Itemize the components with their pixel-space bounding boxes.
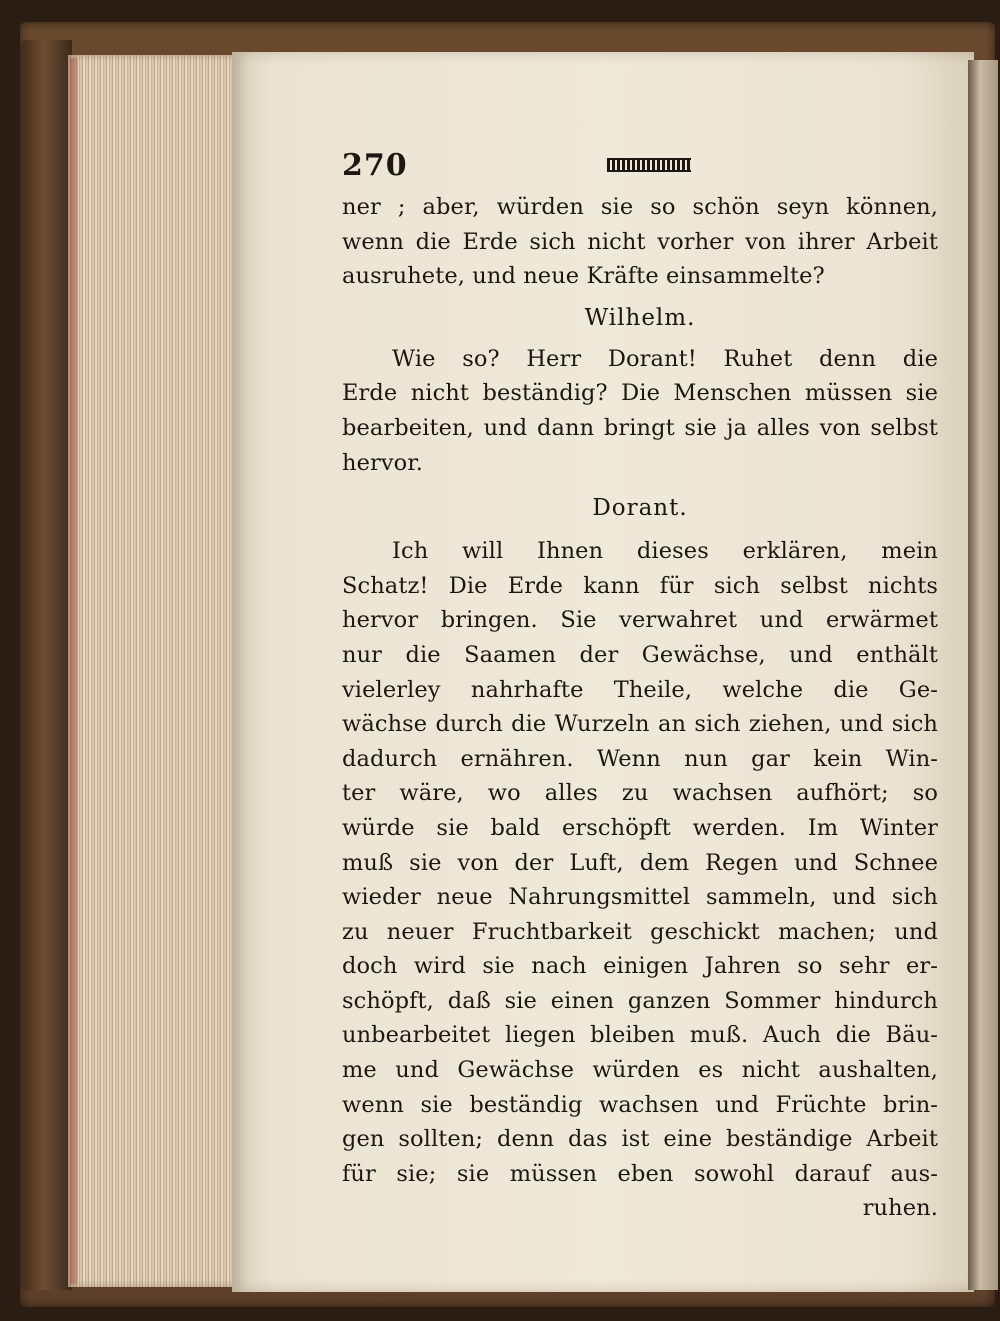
text-line: zu neuer Fruchtbarkeit geschickt machen; und (342, 918, 938, 945)
text-line: Schatz! Die Erde kann für sich selbst nichts (342, 572, 938, 599)
text-line: vielerley nahrhafte Theile, welche die Ge- (342, 676, 938, 703)
text-line: hervor. (342, 449, 423, 476)
text-line: doch wird sie nach einigen Jahren so sehr er- (342, 953, 938, 980)
page-block-edges (68, 55, 238, 1287)
text-line: wenn die Erde sich nicht vorher von ihrer Arbeit (342, 228, 938, 255)
text-line: schöpft, daß sie einen ganzen Sommer hindurch (342, 987, 938, 1014)
text-line: muß sie von der Luft, dem Regen und Schnee (342, 849, 938, 876)
text-line: me und Gewächse würden es nicht aushalten, (342, 1057, 938, 1084)
speaker-heading-wilhelm: Wilhelm. (584, 304, 696, 331)
header-ornament (607, 158, 691, 172)
text-line: bearbeiten, und dann bringt sie ja alles von selbst (342, 414, 938, 441)
text-line: Wie so? Herr Dorant! Ruhet denn die (392, 345, 938, 372)
paragraph-3 (342, 534, 938, 1191)
text-line: ter wäre, wo alles zu wachsen aufhört; so (342, 780, 938, 807)
text-line: würde sie bald erschöpft werden. Im Winter (342, 814, 938, 841)
book-spine (20, 40, 72, 1290)
page-header (342, 140, 938, 190)
facing-page-edge (968, 60, 998, 1290)
text-line: dadurch ernähren. Wenn nun gar kein Win- (342, 745, 938, 772)
page-number: 270 (342, 147, 408, 183)
text-line: wenn sie beständig wachsen und Früchte brin- (342, 1091, 938, 1118)
paragraph-2 (342, 342, 938, 480)
text-line: für sie; sie müssen eben sowohl darauf aus- (342, 1160, 938, 1187)
text-line: ner ; aber, würden sie so schön seyn können, (342, 194, 938, 220)
page-text (342, 140, 938, 1226)
text-line: gen sollten; denn das ist eine beständige Arbeit (342, 1126, 938, 1153)
paragraph-1 (342, 190, 938, 294)
text-line: Ich will Ihnen dieses erklären, mein (392, 538, 938, 565)
text-line: hervor bringen. Sie verwahret und erwärmet (342, 607, 938, 634)
text-line: nur die Saamen der Gewächse, und enthält (342, 641, 938, 668)
speaker-heading-dorant: Dorant. (592, 495, 688, 522)
page-edge-tint (70, 58, 78, 1284)
text-line: wieder neue Nahrungsmittel sammeln, und sich (342, 884, 938, 911)
text-line: ausruhete, und neue Kräfte einsammelte? (342, 263, 825, 290)
text-line: Erde nicht beständig? Die Menschen müssen sie (342, 380, 938, 407)
text-line: unbearbeitet liegen bleiben muß. Auch die Bäu- (342, 1022, 938, 1049)
text-line: wächse durch die Wurzeln an sich ziehen, und sich (342, 711, 938, 738)
catchword: ruhen. (862, 1195, 938, 1222)
